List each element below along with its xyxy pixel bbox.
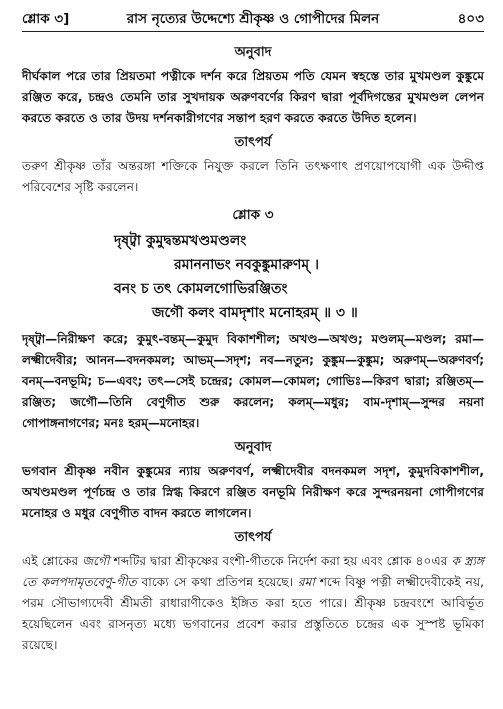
translation-text: দীর্ঘকাল পরে তার প্রিয়তমা পত্নীকে দর্শন করে প্রিয়তম পতি যেমন স্বহস্তে তার মুখমণ্ডল কুঙ্কুমে রঞ্জিত করে, চন্দ্রও তেমনি তার সুখদায়ক অরুণবর্ণের কিরণ দ্বারা পূর্বদিগন্তের মুখমণ্ডল লেপন করতে করতে ও তার উদয় দর্শনকারীগণের সন্তাপ হরণ করতে করতে উদিত হলেন। xyxy=(22,69,484,125)
verse-line-4: জগৌ কলং বামদৃশাং মনোহরম্ ॥ ৩ ॥ xyxy=(152,305,358,321)
purport-text: তরুণ শ্রীকৃষ্ণ তাঁর অন্তরঙ্গা শক্তিকে নিযুক্ত করলে তিনি তৎক্ষণাৎ প্রণয়োপযোগী এক উদ্দীপ্ত পরিবেশের সৃষ্টি করলেন। xyxy=(22,159,484,194)
running-header xyxy=(22,8,484,30)
verse-line-1: দৃষ্ট্বা কুমুদ্বন্তমখণ্ডমণ্ডলং xyxy=(114,233,247,249)
purport-heading-2: তাৎপর্য xyxy=(234,530,272,545)
page-content xyxy=(22,40,484,660)
verse-reference: শ্লোক ৩] xyxy=(22,10,70,27)
purport-intro: এই শ্লোকের xyxy=(22,554,83,568)
verse-line-3: বনং চ তৎ কোমলগোভিরঞ্জিতং xyxy=(114,281,288,297)
purport-heading: তাৎপর্য xyxy=(234,135,272,150)
purport-text-2 xyxy=(22,551,484,656)
translation-heading: অনুবাদ xyxy=(234,45,272,60)
purport-mid-2: বাক্যে সে কথা প্রতিপন্ন হয়েছে। xyxy=(136,575,298,589)
page-number: ৪০৩ xyxy=(457,10,484,27)
verse-number: শ্লোক ৩ xyxy=(232,207,274,223)
verse-line-2: রমাননাভং নবকুঙ্কুমারুণম্ । xyxy=(174,257,320,273)
chapter-title: রাস নৃত্যের উদ্দেশ্যে শ্রীকৃষ্ণ ও গোপীদের মিলন xyxy=(126,10,380,27)
purport-mid-1: শব্দটির দ্বারা শ্রীকৃষ্ণের বংশী-গীতকে নির্দেশ করা হয় এবং শ্লোক ৪০এর xyxy=(109,554,452,568)
purport-term-quote: ক স্ত্র্যঙ্গ তে কলপদামৃতবেণু-গীত xyxy=(22,554,485,589)
word-synonyms: দৃষ্ট্বা—নিরীক্ষণ করে; কুমুৎ-বন্তম্—কুমুদ বিকাশশীল; অখণ্ড—অখণ্ড; মণ্ডলম্—মণ্ডল; রমা—লক্ষ্মীদেবীর; আনন—বদনকমল; আভম্—সদৃশ; নব—নতুন; কুঙ্কুম—কুঙ্কুম; অরুণম্—অরুণবর্ণ; বনম্—বনভূমি; চ—এবং; তৎ—সেই চন্দ্রের; কোমল—কোমল; গোভিঃ—কিরণ দ্বারা; রঞ্জিতম্—রঞ্জিত; জগৌ—তিনি বেণুগীত শুরু করলেন; কলম্—মধুর; বাম-দৃশাম্—সুন্দর নয়না গোপাঙ্গনাগণের; মনঃ হরম্—মনোহর। xyxy=(22,332,484,430)
header-divider xyxy=(22,31,484,32)
translation-heading-2: অনুবাদ xyxy=(234,440,272,455)
translation-text-2: ভগবান শ্রীকৃষ্ণ নবীন কুঙ্কুমের ন্যায় অরুণবর্ণ, লক্ষ্মীদেবীর বদনকমল সদৃশ, কুমুদবিকাশশীল, অখণ্ডমণ্ডল পূর্ণচন্দ্র ও তার স্নিগ্ধ কিরণে রঞ্জিত বনভূমি নিরীক্ষণ করে সুন্দরনয়না গোপীগণের মনোহর ও মধুর বেণুগীত বাদন করতে লাগলেন। xyxy=(22,464,484,520)
purport-term-jagau: জগৌ xyxy=(82,554,110,568)
purport-term-rama: রমা xyxy=(297,575,315,589)
purport-rest: শব্দে বিষ্ণু পত্নী লক্ষ্মীদেবীকেই নয়, পরম সৌভাগ্যদেবী শ্রীমতী রাধারাণীকেও ইঙ্গিত করা হতে পারে। শ্রীকৃষ্ণ চন্দ্রবংশে আবির্ভূত হয়েছিলেন এবং রাসনৃত্য মধ্যে ভগবানের প্রবেশ করার প্রস্তুতিতে চন্দ্রের এক সুস্পষ্ট ভূমিকা রয়েছে। xyxy=(22,575,485,652)
